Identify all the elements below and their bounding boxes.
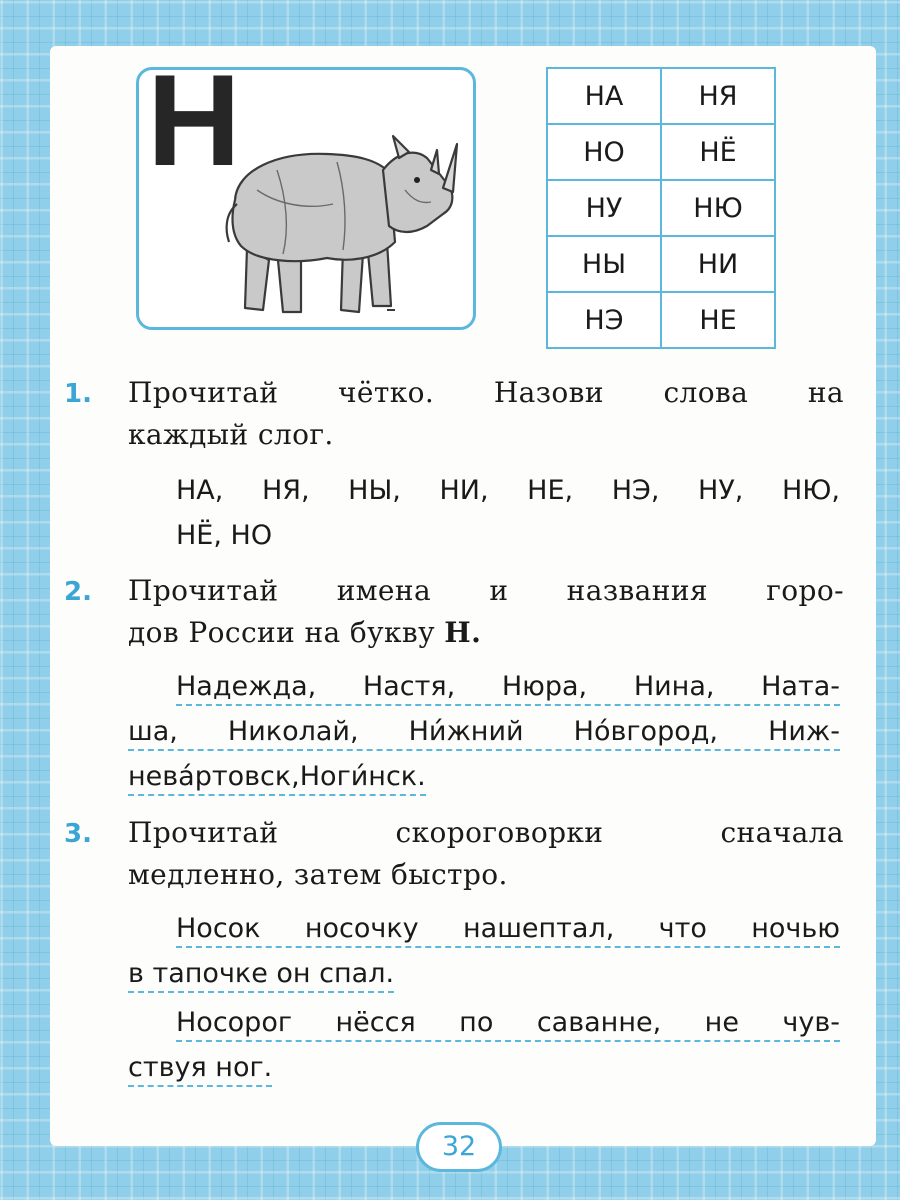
syllable-cell: НЁ <box>661 124 775 180</box>
underlined-text: нева́ртовск,Ноги́нск. <box>128 761 426 796</box>
task-3 <box>64 812 844 896</box>
instruction-line: каждый слог. <box>128 418 334 451</box>
syllable-table <box>546 67 776 349</box>
underlined-text: в тапочке он спал. <box>128 958 394 993</box>
tongue-twister-1 <box>128 906 840 996</box>
twister-line <box>128 906 840 951</box>
instruction-line: Прочитай чётко. Назови слова на <box>128 376 844 409</box>
task-instruction <box>128 372 844 456</box>
task-number: 3. <box>64 819 92 849</box>
table-row <box>547 124 775 180</box>
underlined-text: ша, Николай, Ни́жний Но́вгород, Ниж- <box>128 716 840 751</box>
tongue-twister-2 <box>128 1000 840 1090</box>
names-line <box>128 754 840 799</box>
letter-card <box>136 67 476 330</box>
task-instruction <box>128 570 844 654</box>
task-instruction <box>128 812 844 896</box>
page-number: 32 <box>416 1122 502 1172</box>
names-line <box>128 709 840 754</box>
big-letter: Н <box>147 67 241 193</box>
task-1 <box>64 372 844 456</box>
instruction-letter: Н. <box>444 616 482 649</box>
table-row <box>547 292 775 348</box>
underlined-text: Носок носочку нашептал, что ночью <box>176 913 840 948</box>
syllable-cell: НЫ <box>547 236 661 292</box>
rhino-eye <box>414 177 420 183</box>
underlined-text: Носорог нёсся по саванне, не чув- <box>176 1007 840 1042</box>
syllable-cell: НЕ <box>661 292 775 348</box>
table-row <box>547 180 775 236</box>
instruction-line: Прочитай скороговорки сначала <box>128 816 844 849</box>
rhino-illustration <box>217 130 467 325</box>
syllable-cell: НУ <box>547 180 661 236</box>
underlined-text: Надежда, Настя, Нюра, Нина, Ната- <box>176 671 840 706</box>
instruction-line: медленно, затем быстро. <box>128 858 508 891</box>
task-number: 2. <box>64 577 92 607</box>
underlined-text: ствуя ног. <box>128 1052 272 1087</box>
syllable-cell: НО <box>547 124 661 180</box>
twister-line <box>128 1045 840 1090</box>
task-number: 1. <box>64 379 92 409</box>
syllable-cell: НЭ <box>547 292 661 348</box>
syllable-list-line: НА, НЯ, НЫ, НИ, НЕ, НЭ, НУ, НЮ, <box>176 475 840 506</box>
syllable-cell: НЯ <box>661 68 775 124</box>
task-2 <box>64 570 844 654</box>
instruction-line: дов России на букву <box>128 616 435 649</box>
instruction-line: Прочитай имена и названия горо- <box>128 574 844 607</box>
names-list <box>128 664 840 799</box>
syllable-list <box>176 468 840 558</box>
table-row <box>547 68 775 124</box>
twister-line <box>128 1000 840 1045</box>
syllable-list-line: НЁ, НО <box>176 520 273 551</box>
syllable-cell: НА <box>547 68 661 124</box>
syllable-cell: НЮ <box>661 180 775 236</box>
twister-line <box>128 951 840 996</box>
table-row <box>547 236 775 292</box>
syllable-cell: НИ <box>661 236 775 292</box>
names-line <box>128 664 840 709</box>
